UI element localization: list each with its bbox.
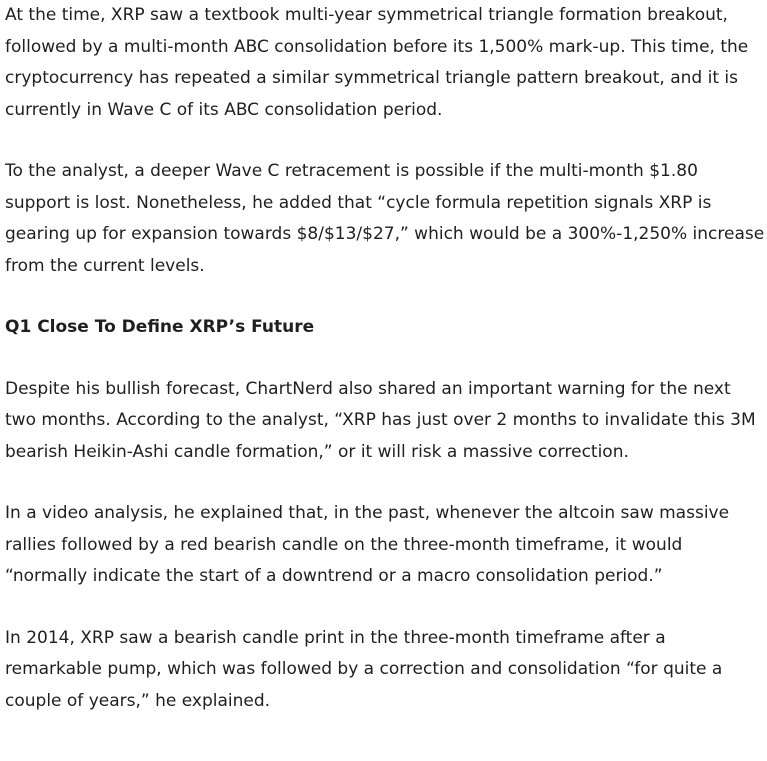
paragraph-spacer (5, 344, 765, 374)
paragraph-triangle-breakout: At the time, XRP saw a textbook multi-year symmetrical triangle formation breakout, followed by a multi-month ABC consolidation before its 1,500% mark-up. This time, the cryptocurrency has repeated a similar symmetrical triangle pattern breakout, and it is currently in Wave C of its ABC consolidation period. (5, 5, 749, 120)
paragraph-q1-warning: Despite his bullish forecast, ChartNerd also shared an important warning for the next two months. According to the analyst, “XRP has just over 2 months to invalidate this 3M bearish Heikin-Ashi candle formation,” or it will risk a massive correction. (5, 378, 756, 462)
paragraph-spacer (5, 282, 765, 312)
article-body (5, 0, 765, 717)
paragraph-spacer (5, 593, 765, 623)
paragraph-video-analysis: In a video analysis, he explained that, in the past, whenever the altcoin saw massive rallies followed by a red bearish candle on the three-month timeframe, it would “normally indicate the start of a downtrend or a macro consolidation period.” (5, 503, 730, 586)
paragraph-2014-history: In 2014, XRP saw a bearish candle print in the three-month timeframe after a remarkable pump, which was followed by a correction and consolidation “for quite a couple of years,” he explained. (5, 627, 723, 711)
section-heading: Q1 Close To Define XRP’s Future (5, 317, 315, 337)
paragraph-spacer (5, 468, 765, 498)
paragraph-wave-c-retracement: To the analyst, a deeper Wave C retracement is possible if the multi-month $1.80 support is lost. Nonetheless, he added that “cycle formula repetition signals XRP is gearing up for expansion towards $8/$13/$27,” which would be a 300%-1,250% increase from the current levels. (5, 161, 765, 276)
paragraph-spacer (5, 126, 765, 156)
